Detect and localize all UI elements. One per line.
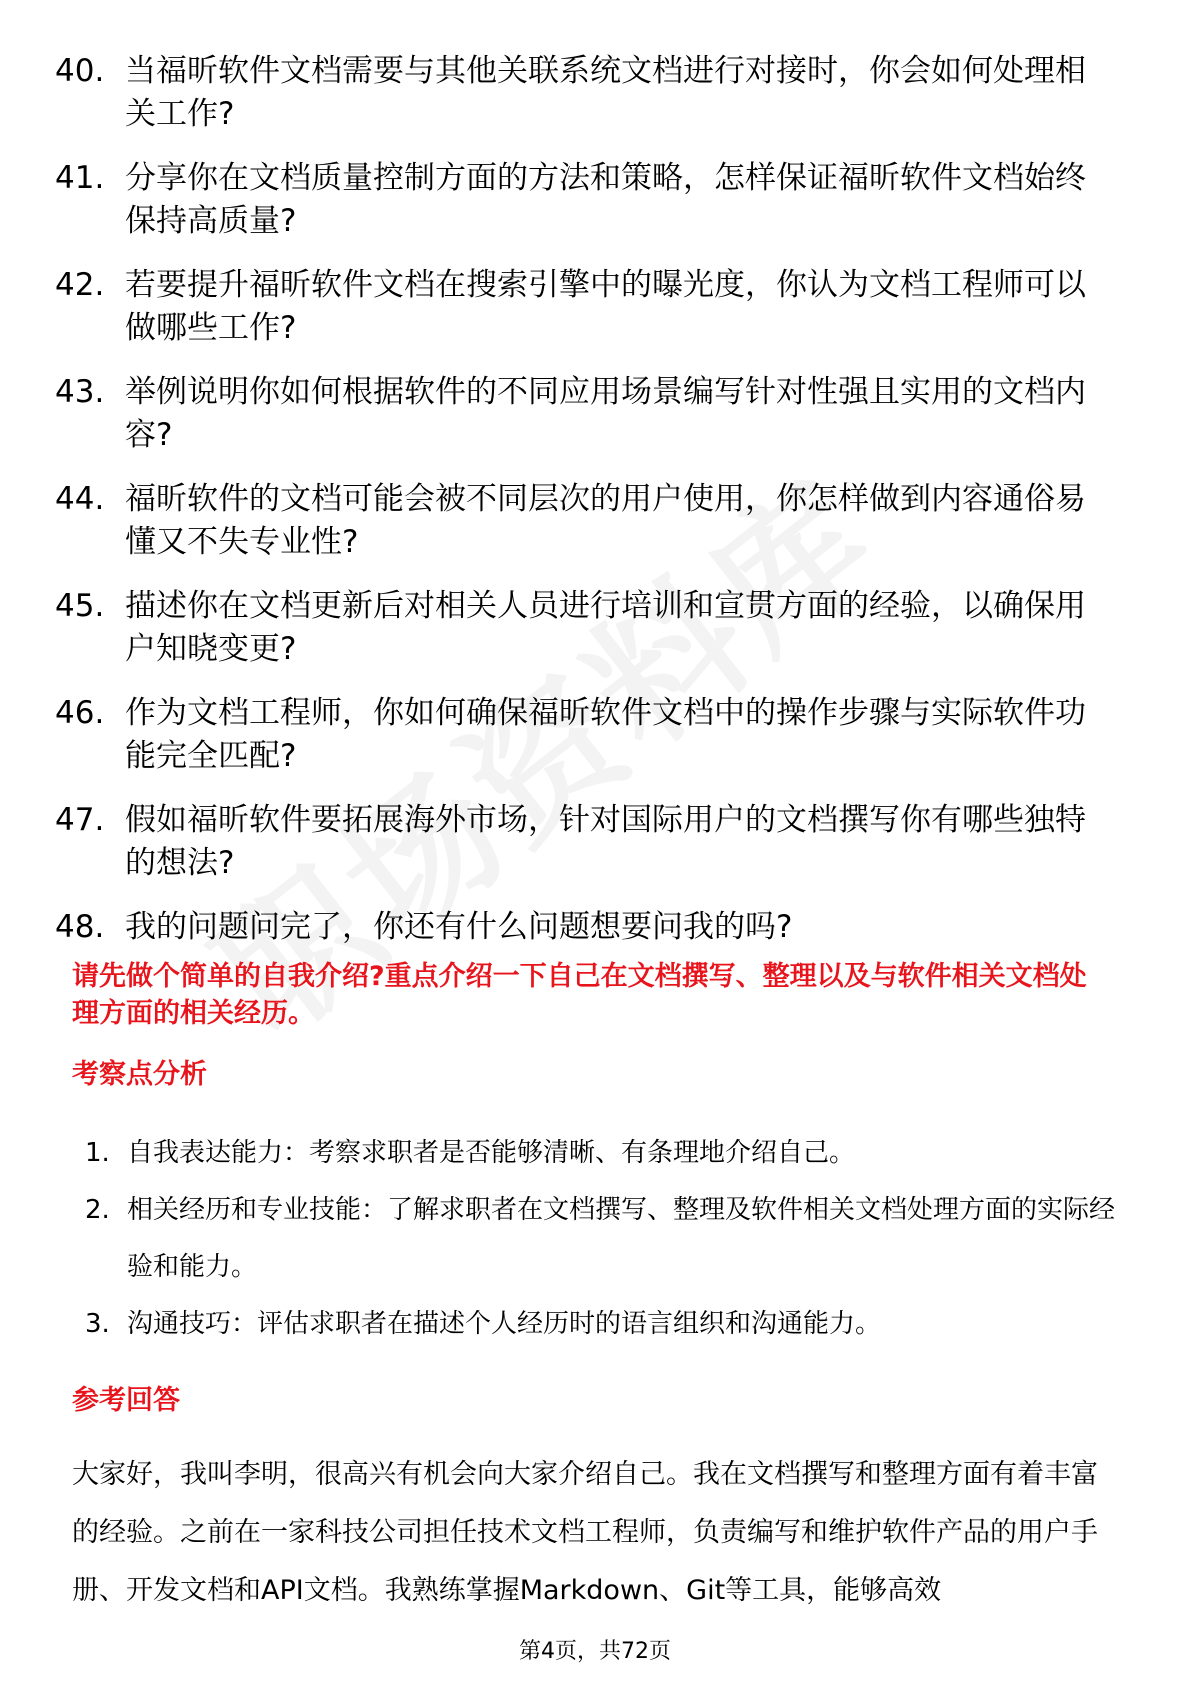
question-number: 44. (55, 481, 105, 517)
analysis-point (85, 1296, 1125, 1353)
question-number: 48. (55, 909, 105, 945)
question-item (55, 157, 1115, 243)
answer-paragraph: 大家好，我叫李明，很高兴有机会向大家介绍自己。我在文档撰写和整理方面有着丰富的经验。之前在一家科技公司担任技术文档工程师，负责编写和维护软件产品的用户手册、开发文档和API文档。我熟练掌握Markdown、Git等工具，能够高效 (72, 1459, 1098, 1606)
question-number: 41. (55, 160, 105, 196)
question-item (55, 692, 1115, 778)
analysis-heading: 考察点分析 (72, 1059, 207, 1090)
analysis-point (85, 1182, 1125, 1296)
question-item (55, 906, 1115, 949)
answer-heading: 参考回答 (72, 1385, 180, 1416)
question-item (55, 585, 1115, 671)
question-text: 若要提升福昕软件文档在搜索引擎中的曝光度，你认为文档工程师可以做哪些工作? (125, 267, 1086, 346)
question-number: 46. (55, 695, 105, 731)
question-item (55, 371, 1115, 457)
point-number: 3. (85, 1309, 110, 1339)
question-item (55, 50, 1115, 136)
question-text: 我的问题问完了，你还有什么问题想要问我的吗? (125, 909, 793, 945)
point-number: 1. (85, 1138, 110, 1168)
question-text: 假如福昕软件要拓展海外市场，针对国际用户的文档撰写你有哪些独特的想法? (125, 802, 1086, 881)
question-text: 当福昕软件文档需要与其他关联系统文档进行对接时，你会如何处理相关工作? (125, 53, 1086, 132)
question-item (55, 799, 1115, 885)
question-text: 福昕软件的文档可能会被不同层次的用户使用，你怎样做到内容通俗易懂又不失专业性? (125, 481, 1086, 560)
analysis-point (85, 1125, 1125, 1182)
question-number: 45. (55, 588, 105, 624)
point-text: 相关经历和专业技能：了解求职者在文档撰写、整理及软件相关文档处理方面的实际经验和能力。 (127, 1195, 1116, 1282)
question-text: 举例说明你如何根据软件的不同应用场景编写针对性强且实用的文档内容? (125, 374, 1086, 453)
question-text: 分享你在文档质量控制方面的方法和策略，怎样保证福昕软件文档始终保持高质量? (125, 160, 1086, 239)
question-number: 42. (55, 267, 105, 303)
point-text: 自我表达能力：考察求职者是否能够清晰、有条理地介绍自己。 (127, 1138, 856, 1168)
question-item (55, 264, 1115, 350)
question-number: 40. (55, 53, 105, 89)
question-number: 43. (55, 374, 105, 410)
page-footer: 第4页，共72页 (519, 1639, 671, 1664)
point-text: 沟通技巧：评估求职者在描述个人经历时的语言组织和沟通能力。 (127, 1309, 882, 1339)
question-list (55, 50, 1115, 970)
question-text: 作为文档工程师，你如何确保福昕软件文档中的操作步骤与实际软件功能完全匹配? (125, 695, 1086, 774)
main-question: 请先做个简单的自我介绍?重点介绍一下自己在文档撰写、整理以及与软件相关文档处理方面的相关经历。 (72, 961, 1087, 1029)
point-number: 2. (85, 1195, 110, 1225)
question-number: 47. (55, 802, 105, 838)
analysis-points (85, 1125, 1125, 1353)
question-item (55, 478, 1115, 564)
question-text: 描述你在文档更新后对相关人员进行培训和宣贯方面的经验，以确保用户知晓变更? (125, 588, 1086, 667)
